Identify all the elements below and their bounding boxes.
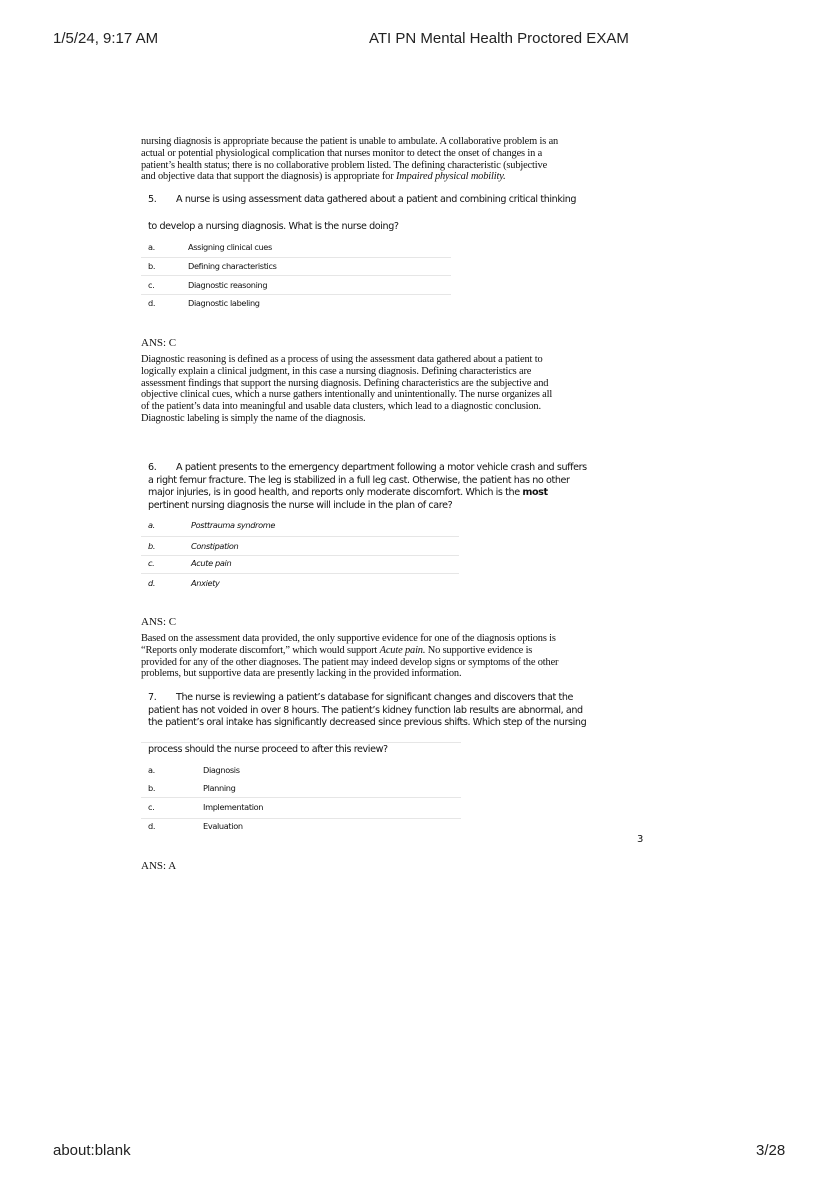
option-divider: [141, 257, 451, 258]
option-divider: [141, 294, 451, 295]
q7-option-a: [148, 765, 448, 783]
option-text: Implementation: [203, 802, 264, 812]
rationale-line: logically explain a clinical judgment, in this case a nursing diagnosis. Defining characteristics are: [141, 365, 532, 377]
rationale-line: Based on the assessment data provided, the only supportive evidence for one of the diagnosis options is: [141, 633, 556, 644]
option-letter: c.: [148, 802, 155, 812]
rationale-line: objective clinical cues, which a nurse gathers intentionally and unintentionally. The nurse organizes all: [141, 389, 553, 401]
q7-stem-line4: process should the nurse proceed to after this review?: [148, 744, 388, 755]
option-letter: c.: [148, 558, 155, 568]
option-letter: a.: [148, 765, 155, 775]
option-divider: [141, 573, 459, 574]
option-letter: d.: [148, 578, 156, 588]
q5-option-b: [148, 261, 448, 279]
print-datetime: 1/5/24, 9:17 AM: [53, 30, 159, 47]
option-text: Diagnosis: [203, 765, 240, 775]
q5-stem-line2: to develop a nursing diagnosis. What is the nurse doing?: [148, 221, 399, 232]
q7-stem-line1: The nurse is reviewing a patient’s database for significant changes and discovers that the: [176, 692, 573, 703]
option-text: Evaluation: [203, 821, 243, 831]
option-divider: [141, 797, 461, 798]
q6-stem-line3: major injuries, is in good health, and reports only moderate discomfort. Which is the most: [148, 487, 548, 499]
option-divider: [141, 275, 451, 276]
option-text: Anxiety: [191, 578, 220, 588]
option-text: Assigning clinical cues: [188, 242, 272, 252]
option-letter: a.: [148, 242, 155, 252]
option-letter: a.: [148, 520, 155, 530]
option-letter: b.: [148, 783, 156, 793]
print-url: about:blank: [53, 1142, 131, 1159]
option-letter: b.: [148, 261, 156, 271]
option-text: Planning: [203, 783, 236, 793]
q7-stem-line2: patient has not voided in over 8 hours. The patient’s kidney function lab results are abnormal, and: [148, 704, 583, 716]
q5-stem-line1: A nurse is using assessment data gathered about a patient and combining critical thinking: [176, 194, 577, 205]
rationale-line: provided for any of the other diagnoses. The patient may indeed develop signs or symptoms of the other: [141, 656, 559, 668]
rationale-line: of the patient’s data into meaningful and usable data clusters, which lead to a diagnostic conclusion.: [141, 401, 541, 413]
option-text: Acute pain: [191, 558, 232, 568]
q5-option-d: [148, 298, 448, 316]
q6-number: 6.: [148, 462, 157, 473]
q7-option-b: [148, 783, 448, 801]
q7-answer: ANS: A: [141, 860, 177, 872]
q6-option-b: [148, 541, 448, 559]
option-divider: [141, 536, 459, 537]
q6-option-d: [148, 578, 448, 596]
intro-line: actual or potential physiological complication that nurses monitor to detect the onset of changes in a: [141, 147, 543, 159]
rationale-italic-term: Acute pain.: [379, 644, 426, 656]
intro-italic-term: Impaired physical mobility.: [396, 171, 506, 183]
q5-number: 5.: [148, 194, 157, 205]
q7-stem-line3: the patient’s oral intake has significantly decreased since previous shifts. Which step of the nursing: [148, 717, 587, 729]
option-text: Diagnostic reasoning: [188, 280, 268, 290]
q6-rationale: [141, 633, 631, 680]
rationale-line: problems, but supportive data are presently lacking in the provided information.: [141, 668, 462, 680]
option-letter: d.: [148, 821, 156, 831]
q6-emphasis: most: [522, 487, 548, 499]
rationale-line: Diagnostic labeling is simply the name of the diagnosis.: [141, 412, 366, 424]
intro-line: patient’s health status; there is no collaborative problem listed. The defining characteristic (subjective: [141, 159, 548, 171]
q5-answer: ANS: C: [141, 337, 177, 349]
rationale-line: assessment findings that support the nursing diagnosis. Defining characteristics are the subjective and: [141, 377, 549, 389]
print-page-count: 3/28: [756, 1142, 786, 1159]
option-text: Diagnostic labeling: [188, 298, 260, 308]
rationale-line: Diagnostic reasoning is defined as a process of using the assessment data gathered about a patient to: [141, 354, 543, 365]
document-page-number: 3: [637, 834, 644, 845]
intro-paragraph: [141, 136, 626, 183]
option-letter: d.: [148, 298, 156, 308]
option-letter: b.: [148, 541, 156, 551]
option-letter: c.: [148, 280, 155, 290]
option-text: Constipation: [191, 541, 239, 551]
print-title: ATI PN Mental Health Proctored EXAM: [369, 30, 629, 47]
option-divider: [141, 818, 461, 819]
q6-stem-line1: A patient presents to the emergency department following a motor vehicle crash and suffers: [176, 462, 587, 473]
option-divider: [141, 555, 459, 556]
option-divider: [141, 742, 461, 743]
q6-stem-line2: a right femur fracture. The leg is stabilized in a full leg cast. Otherwise, the patient has no other: [148, 474, 570, 486]
q7-number: 7.: [148, 692, 157, 703]
q5-rationale: [141, 354, 626, 425]
intro-line: nursing diagnosis is appropriate because the patient is unable to ambulate. A collaborative problem is an: [141, 136, 559, 147]
intro-line: and objective data that support the diagnosis) is appropriate for Impaired physical mobility.: [141, 171, 506, 183]
q5-option-c: [148, 280, 448, 298]
option-text: Defining characteristics: [188, 261, 277, 271]
rationale-line: “Reports only moderate discomfort,” which would support Acute pain. No supportive evidence is: [141, 644, 533, 656]
q6-stem-line4: pertinent nursing diagnosis the nurse will include in the plan of care?: [148, 499, 453, 511]
option-text: Posttrauma syndrome: [191, 520, 276, 530]
q6-answer: ANS: C: [141, 616, 177, 628]
q7-option-d: [148, 821, 448, 839]
